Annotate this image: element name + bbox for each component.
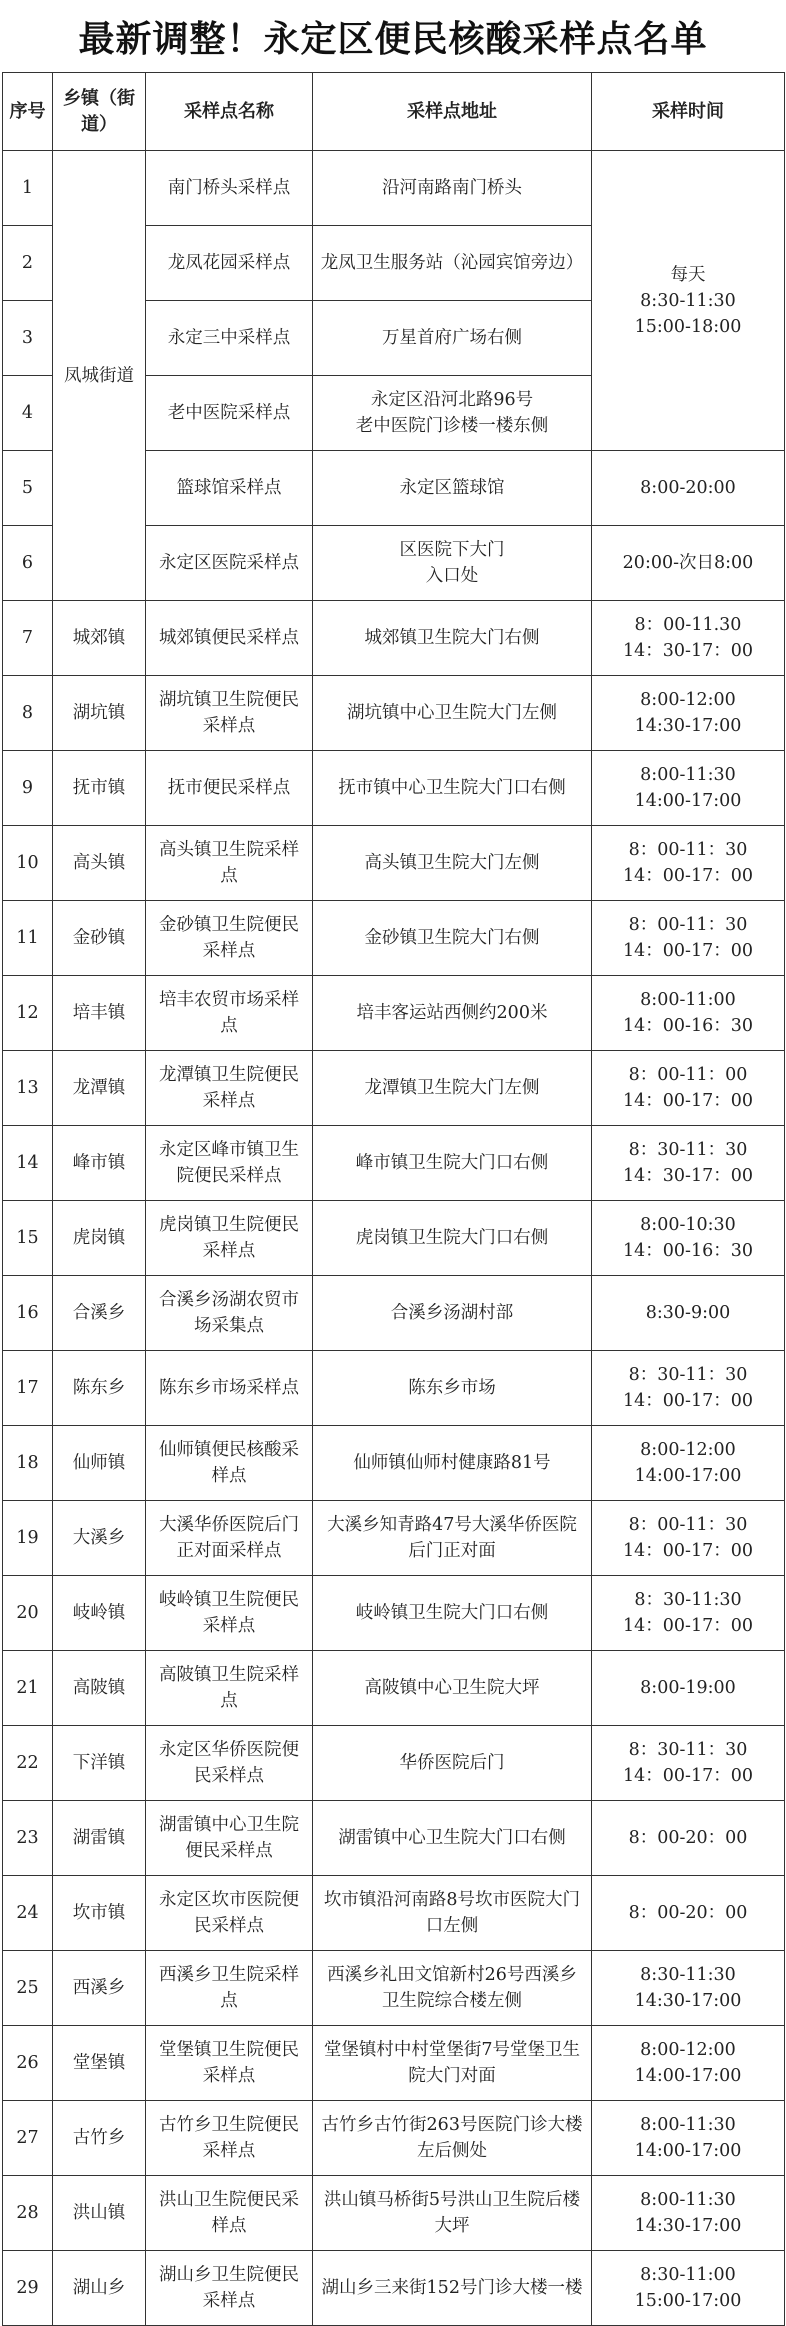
town-cell: 洪山镇 [53, 2176, 146, 2251]
site-name-cell: 西溪乡卫生院采样点 [146, 1951, 313, 2026]
time-cell: 8:00-11:30 14:00-17:00 [592, 2101, 785, 2176]
address-cell: 万星首府广场右侧 [313, 301, 592, 376]
address-cell: 湖山乡三来街152号门诊大楼一楼 [313, 2251, 592, 2326]
town-cell: 下洋镇 [53, 1726, 146, 1801]
header-no: 序号 [3, 73, 53, 151]
row-number: 18 [3, 1426, 53, 1501]
time-cell: 20:00-次日8:00 [592, 526, 785, 601]
row-number: 11 [3, 901, 53, 976]
site-name-cell: 南门桥头采样点 [146, 151, 313, 226]
table-row [3, 901, 785, 976]
town-cell: 大溪乡 [53, 1501, 146, 1576]
town-cell: 城郊镇 [53, 601, 146, 676]
table-row [3, 1876, 785, 1951]
row-number: 20 [3, 1576, 53, 1651]
table-row [3, 2101, 785, 2176]
header-town: 乡镇（街道） [53, 73, 146, 151]
site-name-cell: 抚市便民采样点 [146, 751, 313, 826]
time-cell: 8：00-11：30 14：00-17：00 [592, 1501, 785, 1576]
address-cell: 堂堡镇村中村堂堡街7号堂堡卫生院大门对面 [313, 2026, 592, 2101]
time-cell: 8：00-11：30 14：00-17：00 [592, 901, 785, 976]
site-name-cell: 老中医院采样点 [146, 376, 313, 451]
row-number: 19 [3, 1501, 53, 1576]
table-row [3, 2176, 785, 2251]
row-number: 1 [3, 151, 53, 226]
table-row [3, 1501, 785, 1576]
time-cell: 8:30-11:30 14:30-17:00 [592, 1951, 785, 2026]
row-number: 9 [3, 751, 53, 826]
town-cell: 高头镇 [53, 826, 146, 901]
site-name-cell: 金砂镇卫生院便民采样点 [146, 901, 313, 976]
address-cell: 永定区篮球馆 [313, 451, 592, 526]
site-name-cell: 高头镇卫生院采样点 [146, 826, 313, 901]
site-name-cell: 仙师镇便民核酸采样点 [146, 1426, 313, 1501]
time-cell: 8:30-11:00 15:00-17:00 [592, 2251, 785, 2326]
address-cell: 培丰客运站西侧约200米 [313, 976, 592, 1051]
site-name-cell: 永定区医院采样点 [146, 526, 313, 601]
time-cell: 8:30-9:00 [592, 1276, 785, 1351]
table-row [3, 1951, 785, 2026]
table-row [3, 676, 785, 751]
row-number: 12 [3, 976, 53, 1051]
table-row [3, 601, 785, 676]
row-number: 26 [3, 2026, 53, 2101]
table-row [3, 2026, 785, 2101]
row-number: 23 [3, 1801, 53, 1876]
row-number: 2 [3, 226, 53, 301]
time-cell: 8：00-11：00 14：00-17：00 [592, 1051, 785, 1126]
town-cell: 坎市镇 [53, 1876, 146, 1951]
sampling-sites-table [2, 72, 785, 2326]
site-name-cell: 合溪乡汤湖农贸市场采集点 [146, 1276, 313, 1351]
row-number: 13 [3, 1051, 53, 1126]
row-number: 4 [3, 376, 53, 451]
site-name-cell: 城郊镇便民采样点 [146, 601, 313, 676]
address-cell: 虎岗镇卫生院大门口右侧 [313, 1201, 592, 1276]
time-cell: 8:00-11:00 14：00-16：30 [592, 976, 785, 1051]
address-cell: 沿河南路南门桥头 [313, 151, 592, 226]
row-number: 24 [3, 1876, 53, 1951]
address-cell: 岐岭镇卫生院大门口右侧 [313, 1576, 592, 1651]
row-number: 22 [3, 1726, 53, 1801]
site-name-cell: 高陂镇卫生院采样点 [146, 1651, 313, 1726]
header-address: 采样点地址 [313, 73, 592, 151]
row-number: 28 [3, 2176, 53, 2251]
page-title: 最新调整！永定区便民核酸采样点名单 [78, 18, 708, 60]
address-cell: 湖坑镇中心卫生院大门左侧 [313, 676, 592, 751]
table-row [3, 1726, 785, 1801]
table-row [3, 1051, 785, 1126]
address-cell: 湖雷镇中心卫生院大门口右侧 [313, 1801, 592, 1876]
row-number: 25 [3, 1951, 53, 2026]
town-cell: 湖坑镇 [53, 676, 146, 751]
site-name-cell: 岐岭镇卫生院便民采样点 [146, 1576, 313, 1651]
header-time: 采样时间 [592, 73, 785, 151]
site-name-cell: 堂堡镇卫生院便民采样点 [146, 2026, 313, 2101]
address-cell: 金砂镇卫生院大门右侧 [313, 901, 592, 976]
site-name-cell: 湖山乡卫生院便民采样点 [146, 2251, 313, 2326]
town-cell: 虎岗镇 [53, 1201, 146, 1276]
address-cell: 城郊镇卫生院大门右侧 [313, 601, 592, 676]
town-cell: 抚市镇 [53, 751, 146, 826]
address-cell: 永定区沿河北路96号 老中医院门诊楼一楼东侧 [313, 376, 592, 451]
site-name-cell: 古竹乡卫生院便民采样点 [146, 2101, 313, 2176]
site-name-cell: 虎岗镇卫生院便民采样点 [146, 1201, 313, 1276]
row-number: 14 [3, 1126, 53, 1201]
row-number: 10 [3, 826, 53, 901]
row-number: 21 [3, 1651, 53, 1726]
table-row [3, 976, 785, 1051]
site-name-cell: 湖雷镇中心卫生院便民采样点 [146, 1801, 313, 1876]
table-row [3, 1276, 785, 1351]
row-number: 3 [3, 301, 53, 376]
town-cell: 陈东乡 [53, 1351, 146, 1426]
site-name-cell: 龙凤花园采样点 [146, 226, 313, 301]
table-row [3, 826, 785, 901]
row-number: 16 [3, 1276, 53, 1351]
time-cell: 8:00-19:00 [592, 1651, 785, 1726]
site-name-cell: 培丰农贸市场采样点 [146, 976, 313, 1051]
time-cell: 8:00-12:00 14:00-17:00 [592, 2026, 785, 2101]
town-cell: 湖山乡 [53, 2251, 146, 2326]
site-name-cell: 龙潭镇卫生院便民采样点 [146, 1051, 313, 1126]
time-cell: 8:00-20:00 [592, 451, 785, 526]
row-number: 5 [3, 451, 53, 526]
address-cell: 坎市镇沿河南路8号坎市医院大门口左侧 [313, 1876, 592, 1951]
row-number: 15 [3, 1201, 53, 1276]
town-cell: 高陂镇 [53, 1651, 146, 1726]
town-cell: 峰市镇 [53, 1126, 146, 1201]
time-cell: 8：00-11.30 14：30-17：00 [592, 601, 785, 676]
time-cell: 8：30-11：30 14：00-17：00 [592, 1351, 785, 1426]
town-cell: 合溪乡 [53, 1276, 146, 1351]
table-header-row [3, 73, 785, 151]
address-cell: 区医院下大门 入口处 [313, 526, 592, 601]
time-cell: 8:00-12:00 14:00-17:00 [592, 1426, 785, 1501]
table-row [3, 151, 785, 226]
time-cell: 8:00-10:30 14：00-16：30 [592, 1201, 785, 1276]
address-cell: 抚市镇中心卫生院大门口右侧 [313, 751, 592, 826]
town-cell: 堂堡镇 [53, 2026, 146, 2101]
row-number: 8 [3, 676, 53, 751]
town-cell: 仙师镇 [53, 1426, 146, 1501]
site-name-cell: 永定三中采样点 [146, 301, 313, 376]
address-cell: 古竹乡古竹街263号医院门诊大楼左后侧处 [313, 2101, 592, 2176]
address-cell: 高陂镇中心卫生院大坪 [313, 1651, 592, 1726]
town-cell: 凤城街道 [53, 151, 146, 601]
address-cell: 峰市镇卫生院大门口右侧 [313, 1126, 592, 1201]
site-name-cell: 永定区峰市镇卫生院便民采样点 [146, 1126, 313, 1201]
address-cell: 陈东乡市场 [313, 1351, 592, 1426]
table-row [3, 2251, 785, 2326]
town-cell: 岐岭镇 [53, 1576, 146, 1651]
table-row [3, 1126, 785, 1201]
time-cell: 8：30-11：30 14：00-17：00 [592, 1726, 785, 1801]
table-row [3, 1801, 785, 1876]
header-site: 采样点名称 [146, 73, 313, 151]
address-cell: 合溪乡汤湖村部 [313, 1276, 592, 1351]
address-cell: 华侨医院后门 [313, 1726, 592, 1801]
table-row [3, 1201, 785, 1276]
time-cell: 8:00-12:00 14:30-17:00 [592, 676, 785, 751]
site-name-cell: 永定区华侨医院便民采样点 [146, 1726, 313, 1801]
time-cell: 8：30-11：30 14：30-17：00 [592, 1126, 785, 1201]
row-number: 27 [3, 2101, 53, 2176]
table-row [3, 751, 785, 826]
town-cell: 西溪乡 [53, 1951, 146, 2026]
time-cell: 8：00-11：30 14：00-17：00 [592, 826, 785, 901]
table-row [3, 1426, 785, 1501]
address-cell: 西溪乡礼田文馆新村26号西溪乡卫生院综合楼左侧 [313, 1951, 592, 2026]
town-cell: 龙潭镇 [53, 1051, 146, 1126]
time-cell: 8：00-20：00 [592, 1801, 785, 1876]
site-name-cell: 陈东乡市场采样点 [146, 1351, 313, 1426]
address-cell: 大溪乡知青路47号大溪华侨医院后门正对面 [313, 1501, 592, 1576]
site-name-cell: 永定区坎市医院便民采样点 [146, 1876, 313, 1951]
row-number: 29 [3, 2251, 53, 2326]
address-cell: 仙师镇仙师村健康路81号 [313, 1426, 592, 1501]
site-name-cell: 篮球馆采样点 [146, 451, 313, 526]
table-row [3, 1576, 785, 1651]
time-cell: 8:00-11:30 14:30-17:00 [592, 2176, 785, 2251]
time-cell: 8:00-11:30 14:00-17:00 [592, 751, 785, 826]
time-cell: 8：30-11:30 14：00-17：00 [592, 1576, 785, 1651]
address-cell: 龙潭镇卫生院大门左侧 [313, 1051, 592, 1126]
town-cell: 培丰镇 [53, 976, 146, 1051]
address-cell: 龙凤卫生服务站（沁园宾馆旁边） [313, 226, 592, 301]
site-name-cell: 洪山卫生院便民采样点 [146, 2176, 313, 2251]
town-cell: 古竹乡 [53, 2101, 146, 2176]
address-cell: 高头镇卫生院大门左侧 [313, 826, 592, 901]
row-number: 7 [3, 601, 53, 676]
time-cell: 8：00-20：00 [592, 1876, 785, 1951]
town-cell: 湖雷镇 [53, 1801, 146, 1876]
table-row [3, 1351, 785, 1426]
site-name-cell: 大溪华侨医院后门正对面采样点 [146, 1501, 313, 1576]
site-name-cell: 湖坑镇卫生院便民采样点 [146, 676, 313, 751]
town-cell: 金砂镇 [53, 901, 146, 976]
address-cell: 洪山镇马桥街5号洪山卫生院后楼大坪 [313, 2176, 592, 2251]
time-cell: 每天 8:30-11:30 15:00-18:00 [592, 151, 785, 451]
row-number: 17 [3, 1351, 53, 1426]
table-row [3, 1651, 785, 1726]
row-number: 6 [3, 526, 53, 601]
